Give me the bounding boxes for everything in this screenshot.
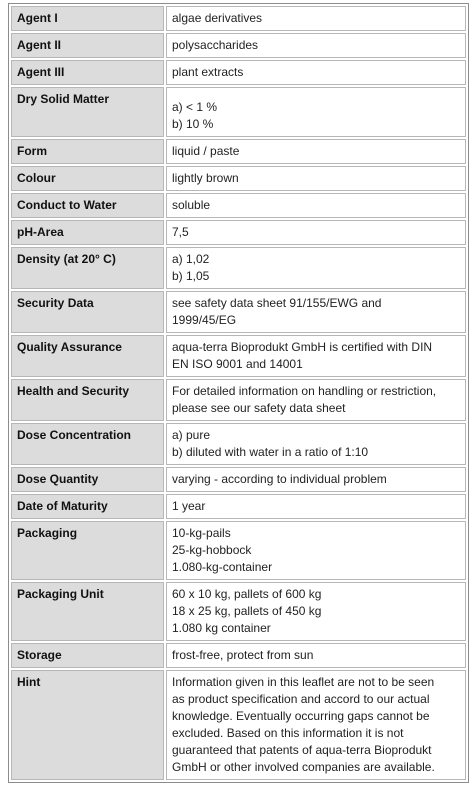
value-line: b) diluted with water in a ratio of 1:10	[172, 445, 369, 459]
row-label: Storage	[11, 643, 164, 668]
row-value	[166, 335, 466, 377]
row-label: Dose Quantity	[11, 467, 164, 492]
table-row	[11, 6, 466, 31]
row-label: Conduct to Water	[11, 193, 164, 218]
row-label: Density (at 20° C)	[11, 247, 164, 289]
row-label: Colour	[11, 166, 164, 191]
row-value	[166, 87, 466, 137]
value-line: 1 year	[172, 499, 206, 513]
row-label: Agent III	[11, 60, 164, 85]
table-row	[11, 60, 466, 85]
row-value	[166, 291, 466, 333]
row-value	[166, 247, 466, 289]
value-line: 1.080 kg container	[172, 621, 271, 635]
row-label: Hint	[11, 670, 164, 780]
value-line: 7,5	[172, 225, 189, 239]
table-row	[11, 467, 466, 492]
value-line: 1.080-kg-container	[172, 560, 273, 574]
row-label: Agent II	[11, 33, 164, 58]
value-line: 10-kg-pails	[172, 526, 231, 540]
row-value	[166, 521, 466, 580]
value-line: GmbH or other involved companies are available.	[172, 760, 435, 774]
table-row	[11, 423, 466, 465]
row-value	[166, 494, 466, 519]
value-line: a) < 1 %	[172, 100, 218, 114]
row-value	[166, 60, 466, 85]
row-label: Date of Maturity	[11, 494, 164, 519]
row-label: Dose Concentration	[11, 423, 164, 465]
value-line: see safety data sheet 91/155/EWG and	[172, 296, 382, 310]
table-row	[11, 670, 466, 780]
spacer	[172, 91, 460, 99]
table-row	[11, 291, 466, 333]
row-value	[166, 670, 466, 780]
row-value	[166, 643, 466, 668]
table-row	[11, 193, 466, 218]
value-line: lightly brown	[172, 171, 239, 185]
table-row	[11, 643, 466, 668]
value-line: For detailed information on handling or restriction,	[172, 384, 437, 398]
table-row	[11, 139, 466, 164]
row-label: pH-Area	[11, 220, 164, 245]
value-line: knowledge. Eventually occurring gaps cannot be	[172, 709, 430, 723]
value-line: varying - according to individual problem	[172, 472, 387, 486]
row-label: Dry Solid Matter	[11, 87, 164, 137]
value-line: a) pure	[172, 428, 211, 442]
row-value	[166, 166, 466, 191]
row-value	[166, 6, 466, 31]
table-row	[11, 247, 466, 289]
row-label: Security Data	[11, 291, 164, 333]
value-line: EN ISO 9001 and 14001	[172, 357, 303, 371]
value-line: algae derivatives	[172, 11, 263, 25]
row-value	[166, 423, 466, 465]
table-row	[11, 220, 466, 245]
value-line: liquid / paste	[172, 144, 240, 158]
value-line: 25-kg-hobbock	[172, 543, 252, 557]
value-line: excluded. Based on this information it is not	[172, 726, 404, 740]
row-value	[166, 33, 466, 58]
table-row	[11, 521, 466, 580]
value-line: please see our safety data sheet	[172, 401, 346, 415]
value-line: 60 x 10 kg, pallets of 600 kg	[172, 587, 322, 601]
value-line: Information given in this leaflet are not to be seen	[172, 675, 435, 689]
value-line: 18 x 25 kg, pallets of 450 kg	[172, 604, 322, 618]
value-line: guaranteed that patents of aqua-terra Bioprodukt	[172, 743, 432, 757]
value-line: 1999/45/EG	[172, 313, 237, 327]
value-line: aqua-terra Bioprodukt GmbH is certified with DIN	[172, 340, 433, 354]
row-label: Health and Security	[11, 379, 164, 421]
row-value	[166, 139, 466, 164]
row-value	[166, 467, 466, 492]
row-value	[166, 220, 466, 245]
row-label: Form	[11, 139, 164, 164]
value-line: polysaccharides	[172, 38, 259, 52]
value-line: b) 10 %	[172, 117, 214, 131]
value-line: a) 1,02	[172, 252, 210, 266]
table-row	[11, 335, 466, 377]
value-line: plant extracts	[172, 65, 244, 79]
table-row	[11, 166, 466, 191]
table-row	[11, 33, 466, 58]
value-line: as product specification and accord to our actual	[172, 692, 430, 706]
row-label: Agent I	[11, 6, 164, 31]
table-row	[11, 494, 466, 519]
table-row	[11, 582, 466, 641]
row-value	[166, 193, 466, 218]
value-line: b) 1,05	[172, 269, 210, 283]
row-value	[166, 379, 466, 421]
table-row	[11, 379, 466, 421]
table-row	[11, 87, 466, 137]
value-line: frost-free, protect from sun	[172, 648, 314, 662]
specification-table	[9, 4, 468, 782]
row-value	[166, 582, 466, 641]
value-line: soluble	[172, 198, 211, 212]
product-data-sheet	[8, 3, 469, 783]
row-label: Packaging Unit	[11, 582, 164, 641]
row-label: Quality Assurance	[11, 335, 164, 377]
row-label: Packaging	[11, 521, 164, 580]
